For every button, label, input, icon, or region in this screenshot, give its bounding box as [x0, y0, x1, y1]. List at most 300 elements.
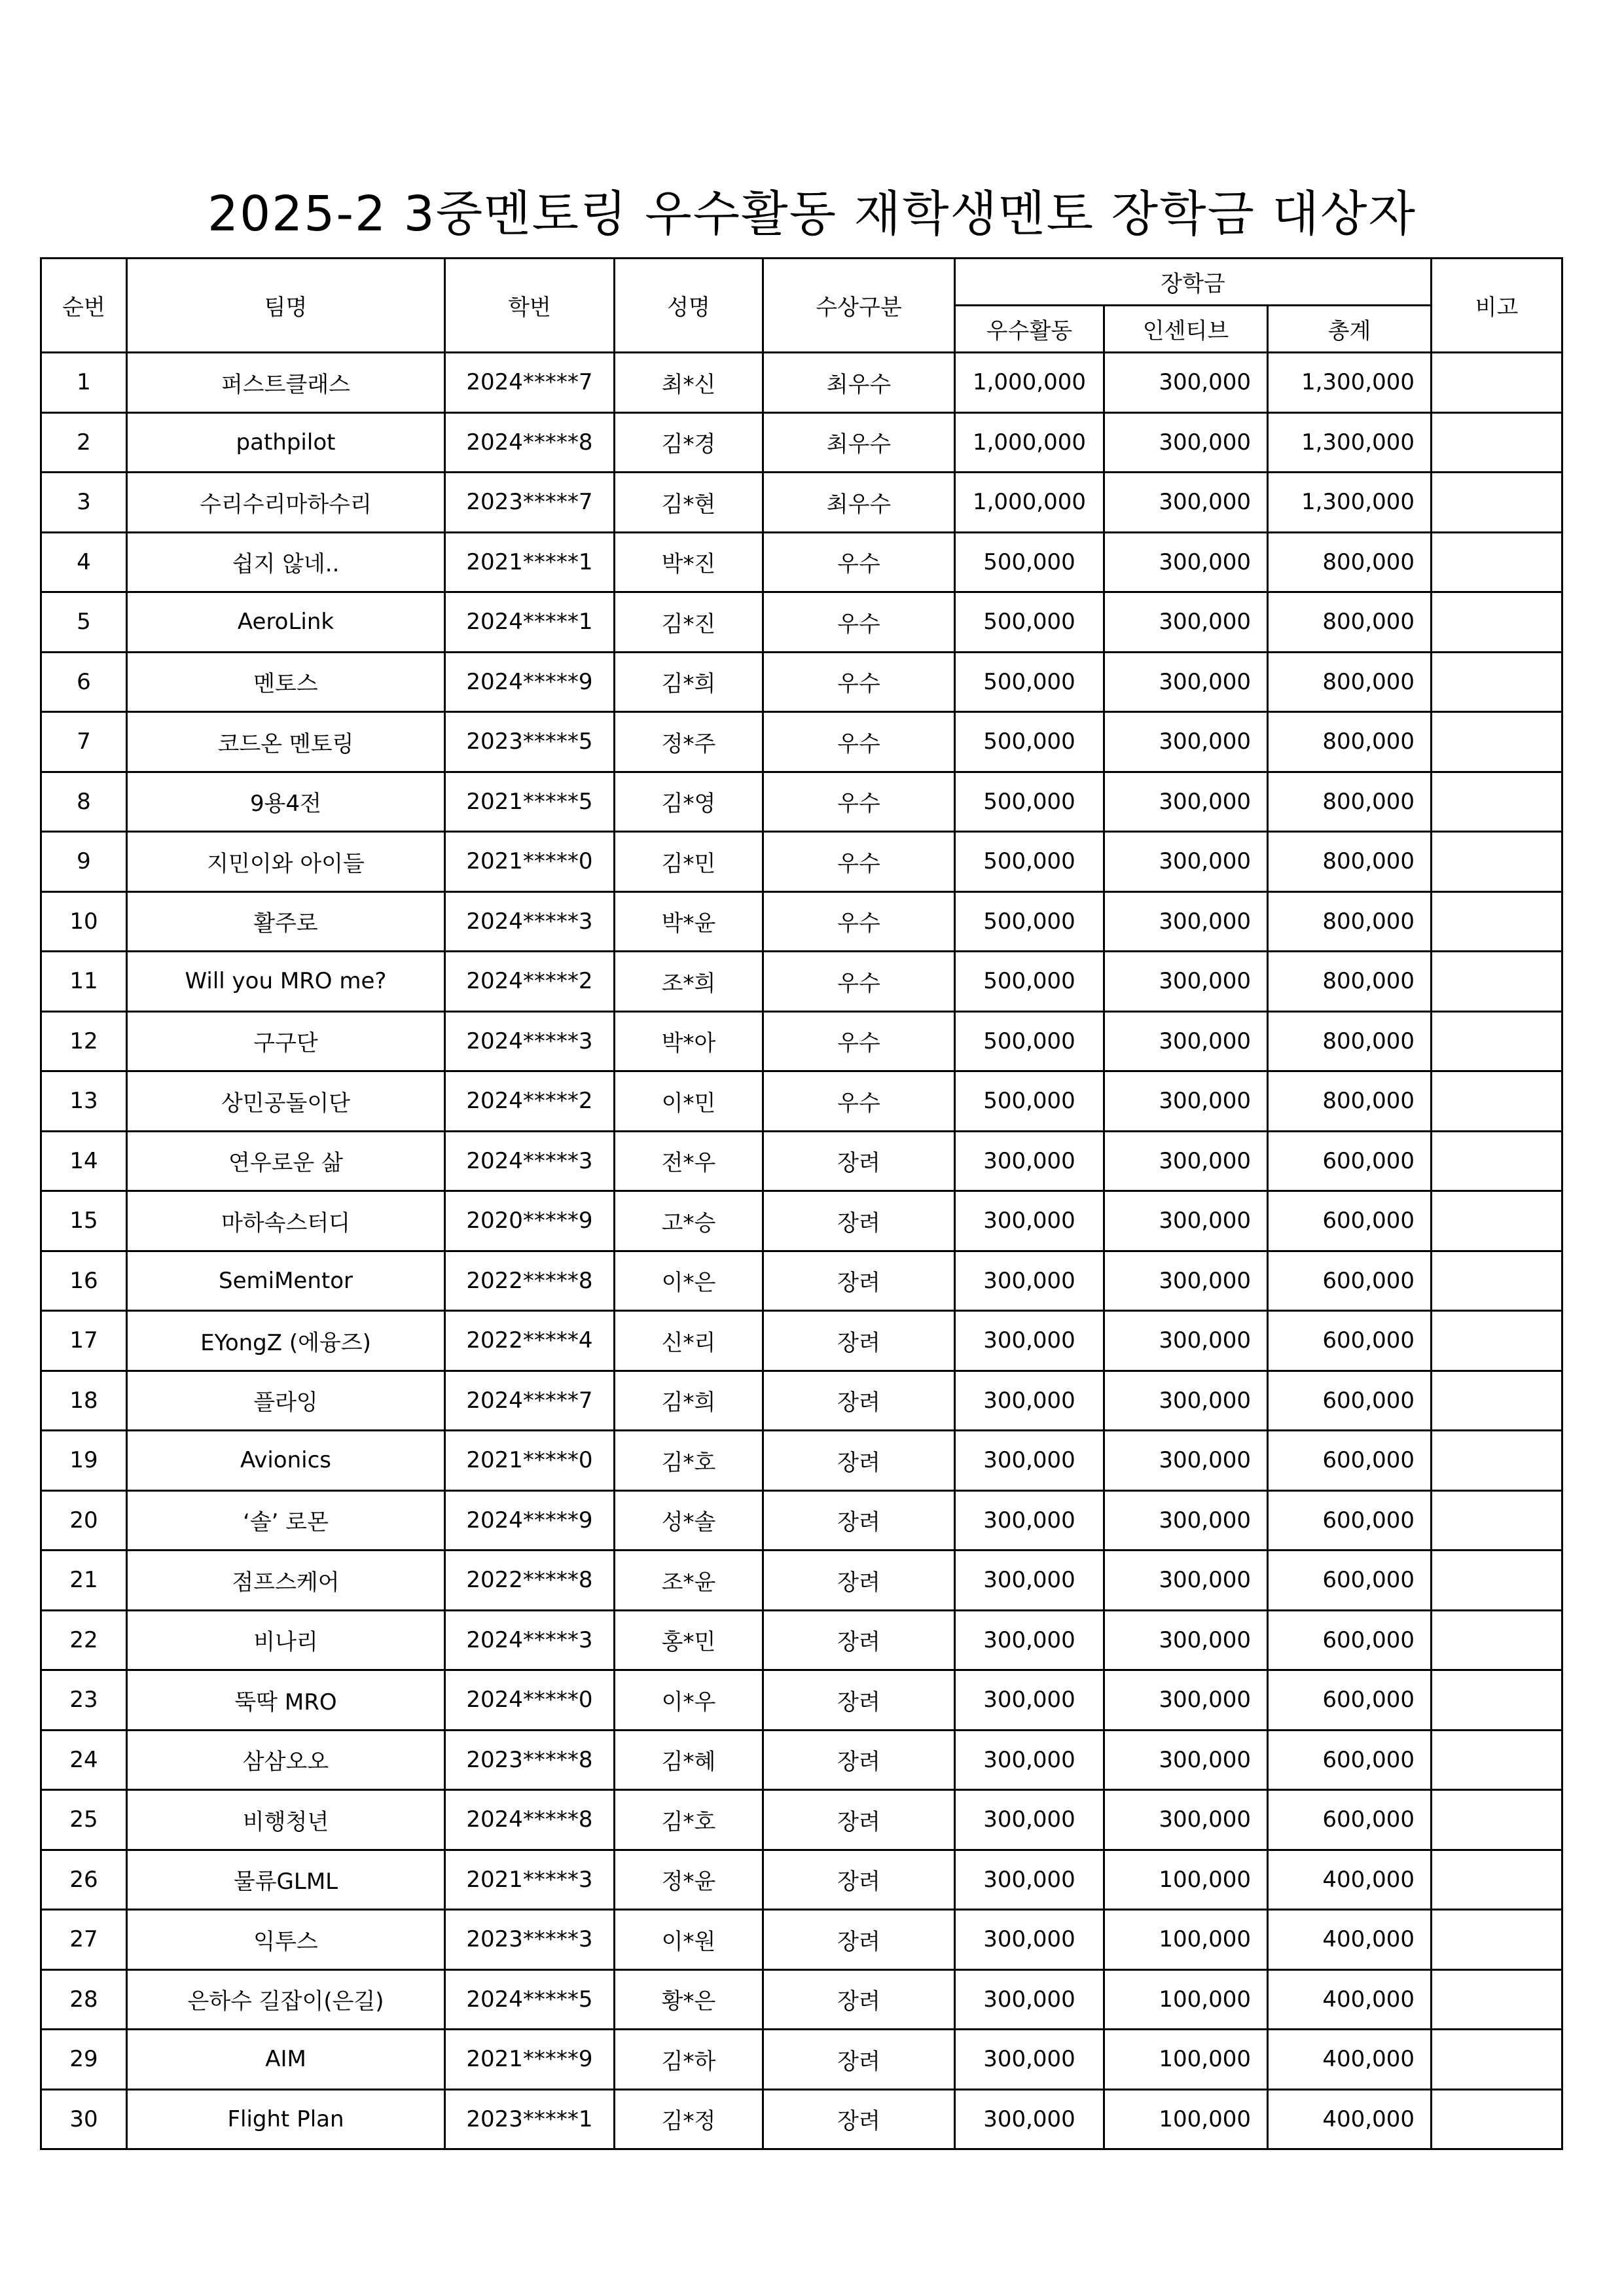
- header-team: 팀명: [127, 259, 445, 353]
- cell-name: 고*승: [615, 1191, 763, 1251]
- cell-activity: 300,000: [955, 1131, 1104, 1191]
- cell-award: 우수: [763, 532, 955, 592]
- cell-name: 황*은: [615, 1969, 763, 2030]
- cell-total: 400,000: [1268, 1969, 1432, 2030]
- cell-award: 장려: [763, 1251, 955, 1311]
- cell-remarks: [1432, 353, 1562, 413]
- cell-total: 800,000: [1268, 652, 1432, 712]
- cell-activity: 300,000: [955, 1371, 1104, 1431]
- cell-incentive: 300,000: [1104, 1551, 1268, 1611]
- cell-no: 11: [41, 952, 127, 1012]
- cell-activity: 1,000,000: [955, 473, 1104, 533]
- cell-activity: 300,000: [955, 1490, 1104, 1551]
- cell-activity: 300,000: [955, 1790, 1104, 1850]
- cell-incentive: 300,000: [1104, 1011, 1268, 1071]
- cell-no: 8: [41, 772, 127, 832]
- cell-incentive: 100,000: [1104, 2089, 1268, 2149]
- table-row: [41, 1251, 1562, 1311]
- cell-activity: 1,000,000: [955, 412, 1104, 473]
- table-row: [41, 891, 1562, 952]
- cell-student-id: 2023*****3: [445, 1910, 615, 1970]
- cell-no: 3: [41, 473, 127, 533]
- cell-student-id: 2024*****3: [445, 1610, 615, 1670]
- cell-activity: 300,000: [955, 1551, 1104, 1611]
- cell-activity: 1,000,000: [955, 353, 1104, 413]
- table-row: [41, 712, 1562, 772]
- cell-award: 장려: [763, 2089, 955, 2149]
- cell-remarks: [1432, 1850, 1562, 1910]
- cell-remarks: [1432, 2089, 1562, 2149]
- cell-no: 9: [41, 832, 127, 892]
- cell-student-id: 2023*****1: [445, 2089, 615, 2149]
- cell-no: 19: [41, 1431, 127, 1491]
- cell-remarks: [1432, 772, 1562, 832]
- cell-total: 800,000: [1268, 832, 1432, 892]
- cell-team: 연우로운 삶: [127, 1131, 445, 1191]
- table-row: [41, 2089, 1562, 2149]
- cell-incentive: 300,000: [1104, 532, 1268, 592]
- cell-remarks: [1432, 1490, 1562, 1551]
- cell-student-id: 2023*****7: [445, 473, 615, 533]
- header-remarks: 비고: [1432, 259, 1562, 353]
- cell-incentive: 300,000: [1104, 1131, 1268, 1191]
- cell-incentive: 300,000: [1104, 1490, 1268, 1551]
- cell-name: 김*하: [615, 2030, 763, 2090]
- cell-remarks: [1432, 1131, 1562, 1191]
- cell-total: 800,000: [1268, 532, 1432, 592]
- cell-name: 김*현: [615, 473, 763, 533]
- cell-no: 1: [41, 353, 127, 413]
- cell-incentive: 300,000: [1104, 1071, 1268, 1132]
- cell-name: 이*민: [615, 1071, 763, 1132]
- table-row: [41, 1011, 1562, 1071]
- cell-team: 삼삼오오: [127, 1730, 445, 1790]
- cell-incentive: 300,000: [1104, 652, 1268, 712]
- cell-student-id: 2022*****8: [445, 1551, 615, 1611]
- cell-incentive: 300,000: [1104, 1431, 1268, 1491]
- cell-no: 18: [41, 1371, 127, 1431]
- cell-team: Avionics: [127, 1431, 445, 1491]
- cell-team: 멘토스: [127, 652, 445, 712]
- cell-award: 장려: [763, 2030, 955, 2090]
- cell-incentive: 300,000: [1104, 1251, 1268, 1311]
- cell-remarks: [1432, 1011, 1562, 1071]
- cell-no: 27: [41, 1910, 127, 1970]
- cell-incentive: 300,000: [1104, 952, 1268, 1012]
- table-row: [41, 592, 1562, 653]
- cell-remarks: [1432, 1969, 1562, 2030]
- cell-team: Flight Plan: [127, 2089, 445, 2149]
- header-activity: 우수활동: [955, 306, 1104, 353]
- cell-activity: 300,000: [955, 1730, 1104, 1790]
- cell-activity: 300,000: [955, 1850, 1104, 1910]
- table-row: [41, 1969, 1562, 2030]
- cell-total: 600,000: [1268, 1371, 1432, 1431]
- cell-student-id: 2024*****3: [445, 1131, 615, 1191]
- cell-total: 800,000: [1268, 952, 1432, 1012]
- cell-student-id: 2024*****0: [445, 1670, 615, 1731]
- cell-name: 이*원: [615, 1910, 763, 1970]
- table-row: [41, 1730, 1562, 1790]
- cell-award: 장려: [763, 1131, 955, 1191]
- cell-incentive: 100,000: [1104, 1910, 1268, 1970]
- cell-team: 물류GLML: [127, 1850, 445, 1910]
- cell-team: 수리수리마하수리: [127, 473, 445, 533]
- cell-activity: 300,000: [955, 1969, 1104, 2030]
- cell-student-id: 2021*****1: [445, 532, 615, 592]
- cell-remarks: [1432, 832, 1562, 892]
- cell-incentive: 100,000: [1104, 1969, 1268, 2030]
- cell-remarks: [1432, 412, 1562, 473]
- scholarship-table: [40, 257, 1563, 2150]
- cell-student-id: 2021*****3: [445, 1850, 615, 1910]
- header-no: 순번: [41, 259, 127, 353]
- cell-award: 최우수: [763, 473, 955, 533]
- cell-total: 400,000: [1268, 2089, 1432, 2149]
- cell-remarks: [1432, 1191, 1562, 1251]
- table-row: [41, 1131, 1562, 1191]
- cell-incentive: 300,000: [1104, 772, 1268, 832]
- cell-team: 비행청년: [127, 1790, 445, 1850]
- cell-team: 활주로: [127, 891, 445, 952]
- table-row: [41, 772, 1562, 832]
- cell-student-id: 2024*****3: [445, 891, 615, 952]
- cell-award: 장려: [763, 1371, 955, 1431]
- table-row: [41, 832, 1562, 892]
- cell-total: 600,000: [1268, 1551, 1432, 1611]
- cell-activity: 300,000: [955, 1311, 1104, 1371]
- cell-activity: 300,000: [955, 1191, 1104, 1251]
- cell-team: AIM: [127, 2030, 445, 2090]
- cell-award: 우수: [763, 652, 955, 712]
- cell-remarks: [1432, 712, 1562, 772]
- cell-student-id: 2021*****0: [445, 832, 615, 892]
- table-row: [41, 1910, 1562, 1970]
- cell-activity: 300,000: [955, 2030, 1104, 2090]
- cell-remarks: [1432, 2030, 1562, 2090]
- cell-remarks: [1432, 592, 1562, 653]
- cell-name: 이*우: [615, 1670, 763, 1731]
- cell-award: 장려: [763, 1311, 955, 1371]
- cell-team: 구구단: [127, 1011, 445, 1071]
- cell-incentive: 300,000: [1104, 1311, 1268, 1371]
- cell-no: 26: [41, 1850, 127, 1910]
- cell-remarks: [1432, 532, 1562, 592]
- cell-no: 2: [41, 412, 127, 473]
- cell-total: 600,000: [1268, 1191, 1432, 1251]
- cell-total: 600,000: [1268, 1610, 1432, 1670]
- cell-name: 홍*민: [615, 1610, 763, 1670]
- table-row: [41, 1610, 1562, 1670]
- cell-no: 14: [41, 1131, 127, 1191]
- cell-student-id: 2023*****5: [445, 712, 615, 772]
- cell-student-id: 2022*****4: [445, 1311, 615, 1371]
- cell-team: 비나리: [127, 1610, 445, 1670]
- cell-name: 신*리: [615, 1311, 763, 1371]
- cell-student-id: 2024*****9: [445, 1490, 615, 1551]
- cell-incentive: 300,000: [1104, 592, 1268, 653]
- cell-name: 전*우: [615, 1131, 763, 1191]
- cell-student-id: 2024*****8: [445, 412, 615, 473]
- cell-no: 25: [41, 1790, 127, 1850]
- cell-no: 28: [41, 1969, 127, 2030]
- cell-name: 박*아: [615, 1011, 763, 1071]
- cell-name: 김*희: [615, 1371, 763, 1431]
- cell-team: 9용4전: [127, 772, 445, 832]
- cell-activity: 500,000: [955, 592, 1104, 653]
- cell-incentive: 300,000: [1104, 832, 1268, 892]
- cell-total: 1,300,000: [1268, 473, 1432, 533]
- cell-no: 5: [41, 592, 127, 653]
- table-row: [41, 1311, 1562, 1371]
- cell-activity: 300,000: [955, 1910, 1104, 1970]
- cell-activity: 300,000: [955, 2089, 1104, 2149]
- cell-team: 지민이와 아이들: [127, 832, 445, 892]
- cell-award: 우수: [763, 832, 955, 892]
- cell-activity: 300,000: [955, 1610, 1104, 1670]
- cell-team: 쉽지 않네..: [127, 532, 445, 592]
- cell-remarks: [1432, 1251, 1562, 1311]
- cell-incentive: 300,000: [1104, 353, 1268, 413]
- cell-name: 조*윤: [615, 1551, 763, 1611]
- cell-student-id: 2021*****9: [445, 2030, 615, 2090]
- cell-no: 23: [41, 1670, 127, 1731]
- cell-award: 장려: [763, 1431, 955, 1491]
- cell-team: 은하수 길잡이(은길): [127, 1969, 445, 2030]
- cell-name: 김*민: [615, 832, 763, 892]
- cell-award: 우수: [763, 772, 955, 832]
- cell-remarks: [1432, 1551, 1562, 1611]
- table-body: [41, 353, 1562, 2149]
- cell-total: 800,000: [1268, 1011, 1432, 1071]
- cell-activity: 500,000: [955, 712, 1104, 772]
- cell-no: 16: [41, 1251, 127, 1311]
- cell-total: 600,000: [1268, 1251, 1432, 1311]
- cell-name: 최*신: [615, 353, 763, 413]
- header-student-id: 학번: [445, 259, 615, 353]
- cell-no: 13: [41, 1071, 127, 1132]
- cell-award: 장려: [763, 1490, 955, 1551]
- cell-no: 29: [41, 2030, 127, 2090]
- page-title: 2025-2 3중멘토링 우수활동 재학생멘토 장학금 대상자: [208, 185, 1416, 242]
- cell-student-id: 2021*****5: [445, 772, 615, 832]
- cell-award: 장려: [763, 1730, 955, 1790]
- cell-incentive: 100,000: [1104, 1850, 1268, 1910]
- table-row: [41, 1071, 1562, 1132]
- table-row: [41, 1371, 1562, 1431]
- cell-team: 마하속스터디: [127, 1191, 445, 1251]
- cell-team: pathpilot: [127, 412, 445, 473]
- cell-incentive: 100,000: [1104, 2030, 1268, 2090]
- cell-remarks: [1432, 1910, 1562, 1970]
- cell-student-id: 2024*****3: [445, 1011, 615, 1071]
- cell-no: 10: [41, 891, 127, 952]
- cell-name: 이*은: [615, 1251, 763, 1311]
- cell-remarks: [1432, 1071, 1562, 1132]
- cell-no: 30: [41, 2089, 127, 2149]
- cell-incentive: 300,000: [1104, 1790, 1268, 1850]
- cell-team: 점프스케어: [127, 1551, 445, 1611]
- cell-award: 장려: [763, 1790, 955, 1850]
- cell-incentive: 300,000: [1104, 1670, 1268, 1731]
- cell-name: 박*진: [615, 532, 763, 592]
- table-row: [41, 1790, 1562, 1850]
- cell-team: 코드온 멘토링: [127, 712, 445, 772]
- cell-name: 김*호: [615, 1431, 763, 1491]
- cell-total: 600,000: [1268, 1730, 1432, 1790]
- cell-remarks: [1432, 891, 1562, 952]
- cell-award: 장려: [763, 1969, 955, 2030]
- header-award: 수상구분: [763, 259, 955, 353]
- table-row: [41, 1490, 1562, 1551]
- cell-incentive: 300,000: [1104, 712, 1268, 772]
- cell-student-id: 2022*****8: [445, 1251, 615, 1311]
- cell-activity: 500,000: [955, 952, 1104, 1012]
- cell-name: 김*혜: [615, 1730, 763, 1790]
- table-row: [41, 353, 1562, 413]
- cell-name: 김*진: [615, 592, 763, 653]
- cell-name: 김*경: [615, 412, 763, 473]
- cell-team: EYongZ (에융즈): [127, 1311, 445, 1371]
- table-row: [41, 952, 1562, 1012]
- header-row: [41, 259, 1562, 306]
- table-row: [41, 1551, 1562, 1611]
- cell-incentive: 300,000: [1104, 891, 1268, 952]
- cell-student-id: 2024*****9: [445, 652, 615, 712]
- cell-activity: 500,000: [955, 832, 1104, 892]
- cell-team: Will you MRO me?: [127, 952, 445, 1012]
- cell-student-id: 2023*****8: [445, 1730, 615, 1790]
- cell-total: 600,000: [1268, 1131, 1432, 1191]
- cell-total: 600,000: [1268, 1670, 1432, 1731]
- table-row: [41, 652, 1562, 712]
- cell-total: 600,000: [1268, 1431, 1432, 1491]
- cell-incentive: 300,000: [1104, 1191, 1268, 1251]
- cell-total: 1,300,000: [1268, 412, 1432, 473]
- header-incentive: 인센티브: [1104, 306, 1268, 353]
- header-scholarship: 장학금: [955, 259, 1432, 306]
- cell-incentive: 300,000: [1104, 1610, 1268, 1670]
- cell-award: 우수: [763, 1071, 955, 1132]
- cell-award: 최우수: [763, 353, 955, 413]
- cell-student-id: 2024*****2: [445, 1071, 615, 1132]
- cell-student-id: 2024*****8: [445, 1790, 615, 1850]
- cell-student-id: 2021*****0: [445, 1431, 615, 1491]
- cell-activity: 300,000: [955, 1251, 1104, 1311]
- cell-team: 상민공돌이단: [127, 1071, 445, 1132]
- cell-award: 우수: [763, 592, 955, 653]
- cell-name: 김*정: [615, 2089, 763, 2149]
- cell-remarks: [1432, 1790, 1562, 1850]
- cell-incentive: 300,000: [1104, 473, 1268, 533]
- cell-award: 장려: [763, 1610, 955, 1670]
- cell-total: 400,000: [1268, 1910, 1432, 1970]
- cell-remarks: [1432, 473, 1562, 533]
- table-row: [41, 1850, 1562, 1910]
- cell-award: 최우수: [763, 412, 955, 473]
- cell-remarks: [1432, 1730, 1562, 1790]
- cell-name: 김*희: [615, 652, 763, 712]
- cell-activity: 300,000: [955, 1431, 1104, 1491]
- table-row: [41, 1670, 1562, 1731]
- cell-student-id: 2024*****2: [445, 952, 615, 1012]
- cell-incentive: 300,000: [1104, 1371, 1268, 1431]
- table-row: [41, 2030, 1562, 2090]
- cell-no: 21: [41, 1551, 127, 1611]
- cell-activity: 300,000: [955, 1670, 1104, 1731]
- cell-remarks: [1432, 952, 1562, 1012]
- cell-no: 20: [41, 1490, 127, 1551]
- cell-total: 800,000: [1268, 592, 1432, 653]
- table-row: [41, 412, 1562, 473]
- cell-name: 정*윤: [615, 1850, 763, 1910]
- cell-award: 장려: [763, 1850, 955, 1910]
- cell-activity: 500,000: [955, 1071, 1104, 1132]
- cell-incentive: 300,000: [1104, 1730, 1268, 1790]
- cell-student-id: 2024*****7: [445, 1371, 615, 1431]
- table-row: [41, 1191, 1562, 1251]
- cell-student-id: 2024*****7: [445, 353, 615, 413]
- cell-student-id: 2024*****5: [445, 1969, 615, 2030]
- cell-team: SemiMentor: [127, 1251, 445, 1311]
- cell-team: 플라잉: [127, 1371, 445, 1431]
- cell-name: 성*솔: [615, 1490, 763, 1551]
- cell-activity: 500,000: [955, 652, 1104, 712]
- cell-team: 뚝딱 MRO: [127, 1670, 445, 1731]
- cell-team: 익투스: [127, 1910, 445, 1970]
- cell-award: 장려: [763, 1910, 955, 1970]
- cell-remarks: [1432, 1371, 1562, 1431]
- cell-no: 12: [41, 1011, 127, 1071]
- cell-name: 김*호: [615, 1790, 763, 1850]
- cell-student-id: 2020*****9: [445, 1191, 615, 1251]
- cell-activity: 500,000: [955, 1011, 1104, 1071]
- cell-activity: 500,000: [955, 532, 1104, 592]
- cell-no: 22: [41, 1610, 127, 1670]
- cell-no: 24: [41, 1730, 127, 1790]
- cell-team: AeroLink: [127, 592, 445, 653]
- cell-no: 7: [41, 712, 127, 772]
- cell-award: 우수: [763, 891, 955, 952]
- cell-award: 장려: [763, 1191, 955, 1251]
- cell-total: 400,000: [1268, 2030, 1432, 2090]
- cell-total: 800,000: [1268, 1071, 1432, 1132]
- cell-award: 우수: [763, 952, 955, 1012]
- cell-no: 15: [41, 1191, 127, 1251]
- cell-name: 김*영: [615, 772, 763, 832]
- cell-activity: 500,000: [955, 772, 1104, 832]
- cell-no: 4: [41, 532, 127, 592]
- cell-total: 800,000: [1268, 712, 1432, 772]
- cell-remarks: [1432, 1670, 1562, 1731]
- cell-name: 정*주: [615, 712, 763, 772]
- header-name: 성명: [615, 259, 763, 353]
- cell-name: 조*희: [615, 952, 763, 1012]
- table-row: [41, 1431, 1562, 1491]
- cell-name: 박*윤: [615, 891, 763, 952]
- cell-remarks: [1432, 1431, 1562, 1491]
- cell-remarks: [1432, 652, 1562, 712]
- table-row: [41, 532, 1562, 592]
- cell-no: 17: [41, 1311, 127, 1371]
- cell-no: 6: [41, 652, 127, 712]
- header-total: 총계: [1268, 306, 1432, 353]
- cell-total: 600,000: [1268, 1790, 1432, 1850]
- cell-award: 우수: [763, 712, 955, 772]
- table-row: [41, 473, 1562, 533]
- cell-award: 장려: [763, 1551, 955, 1611]
- cell-total: 400,000: [1268, 1850, 1432, 1910]
